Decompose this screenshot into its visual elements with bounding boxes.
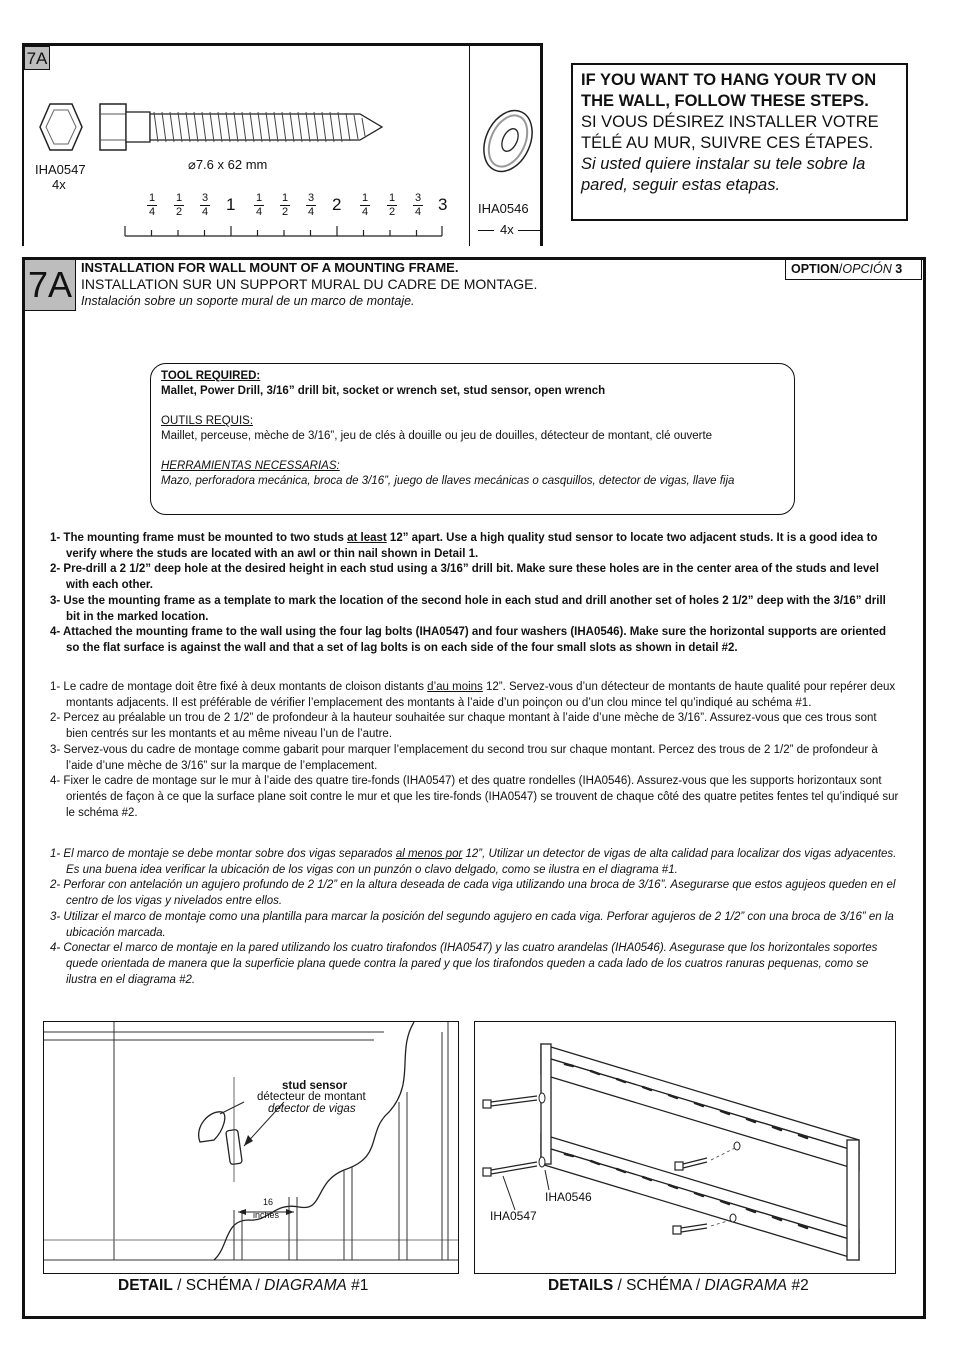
option-number: 3 [895,262,903,276]
step-3-en: 3- Use the mounting frame as a template to mark the location of the second hole in each stud and drill another set of holes 2 1/2” deep with the 3/16” drill bit in the marked location. [50,594,886,623]
option-badge: OPTION/OPCIÓN 3 [785,259,922,280]
detail-2-figure [474,1021,896,1274]
ruler-scale [122,222,448,240]
detail-2-washer-code: IHA0546 [545,1190,592,1204]
step-2-en: 2- Pre-drill a 2 1/2” deep hole at the desired height in each stud using a 3/16” drill bit. Make sure these holes are in the center area of the studs and level with each other. [50,563,879,592]
detail-2-caption: DETAILS / SCHÉMA / DIAGRAMA #2 [548,1277,809,1294]
instructions-english [50,531,900,657]
ruler-fraction: 1 4 [255,192,263,218]
step-1-es: 1- El marco de montaje se debe montar sobre dos vigas separados al menos por 12”, Utilizar un detector de vigas de alta calidad para localizar dos vigas adyacentes. Es una buena idea verificar la ubicación de los vigas con un punzón o clavo delgado, como se ilustra en el diagrama #1. [50,848,897,876]
ruler-fraction: 1 4 [361,192,369,218]
stud-spacing-unit: inches [253,1210,280,1220]
stud-sensor-label-es: detector de vigas [268,1103,356,1115]
option-label: OPTION [791,262,839,276]
ruler-integer: 3 [438,195,448,214]
hardware-divider [469,46,470,246]
ruler-labels [145,193,455,219]
title-english: INSTALLATION FOR WALL MOUNT OF A MOUNTING FRAME. [81,260,459,275]
callout-english: IF YOU WANT TO HANG YOUR TV ON THE WALL, FOLLOW THESE STEPS. [581,71,877,110]
wall-stud-illustration [44,1022,459,1274]
stud-sensor-label-en: stud sensor [282,1080,348,1092]
instructions-spanish [50,847,900,988]
ruler-fraction: 1 4 [148,192,156,218]
step-4-es: 4- Conectar el marco de montaje en la pared utilizando los cuatro tirafondos (IHA0547) y las cuatro arandelas (IHA0546). Asegurase que los horizontales soportes quede orientada de manera que la superficie plana quede contra la pared y que los tirafondos queden a cada lado de los cuatros ranuras pequenas, como se ilustra en el diagrama #2. [50,942,878,986]
title-french: INSTALLATION SUR UN SUPPORT MURAL DU CADRE DE MONTAGE. [81,276,538,292]
step-4-en: 4- Attached the mounting frame to the wall using the four lag bolts (IHA0547) and four washers (IHA0546). Make sure the horizontal supports are oriented so the flat surface is against the wall and that a set of lag bolts is on each side of the four small slots as shown in detail #2. [50,626,887,654]
washer-code: IHA0546 [478,201,529,216]
tools-heading-en: TOOL REQUIRED: [161,370,261,382]
step-3-es: 3- Utilizar el marco de montaje como una plantilla para marcar la posición del segundo agujero en cada viga. Perforar agujeros de 2 1/2” con una broca de 3/16” en la ubicación marcada. [50,910,894,939]
ruler-fraction: 1 2 [175,192,183,218]
washer-icon [480,105,536,175]
detail-2-bolt-code: IHA0547 [490,1209,537,1223]
callout-french: SI VOUS DÉSIREZ INSTALLER VOTRE TÉLÉ AU MUR, SUIVRE CES ÉTAPES. [581,113,879,152]
step-title [81,259,537,310]
step-4-fr: 4- Fixer le cadre de montage sur le mur à l’aide des quatre tire-fonds (IHA0547) et des quatre rondelles (IHA0546). Assurez-vous que les supports horizontaux sont orientés de façon à ce que la surface plane soit contre le mur et que les tire-fonds (IHA0547) se trouvent de chaque côté des quatre petites fentes tel qu’indiqué sur le schéma #2. [50,775,899,819]
tools-heading-es: HERRAMIENTAS NECESSARIAS: [161,460,340,472]
ruler-fraction: 3 4 [414,192,422,218]
step-3-fr: 3- Servez-vous du cadre de montage comme gabarit pour marquer l’emplacement du second trou sur chaque montant. Percez des trous de 2 1/2” de profondeur à l’aide d’une mèche de 3/16” sur la marque de l’emplacement. [50,743,878,772]
tools-list-es: Mazo, perforadora mecánica, broca de 3/16”, juego de llaves mecánicas o casquillos, detector de vigas, llave fija [161,475,735,487]
step-1-fr: 1- Le cadre de montage doit être fixé à deux montants de cloison distants d’au moins 12”. Servez-vous d’un détecteur de montants de haute qualité pour repérer deux montants adjacents. Il est préférable de vérifier l’emplacement des montants à l’aide d’un poinçon ou d’un clou mince tel qu’indiqué au schéma #1. [50,681,896,709]
washer-qty-rule [518,230,542,231]
option-label-es: OPCIÓN [842,262,892,276]
step-1-en: 1- The mounting frame must be mounted to two studs at least 12” apart. Use a high quality stud sensor to locate two adjacent studs. It is a good idea to verify where the studs are located with an awl or thin nail shown in Detail 1. [50,532,878,560]
tools-required-box [150,363,795,515]
detail-1-caption: DETAIL / SCHÉMA / DIAGRAMA #1 [118,1277,369,1294]
tools-list-fr: Maillet, perceuse, mèche de 3/16”, jeu de clés à douille ou jeu de douilles, détecteur de montant, clé ouverte [161,430,713,442]
ruler-fraction: 3 4 [201,192,209,218]
washer-qty-rule [478,230,494,231]
ruler-fraction: 1 2 [281,192,289,218]
step-2-fr: 2- Percez au préalable un trou de 2 1/2” de profondeur à la hauteur souhaitée sur chaque montant à l’aide d’une mèche de 3/16”. Assurez-vous que ces trous sont bien centrés sur les montants et au même niveau l’un de l’autre. [50,712,877,741]
bolt-size: ⌀7.6 x 62 mm [188,157,268,172]
hardware-step-badge: 7A [24,46,50,70]
ruler-fraction: 1 2 [388,192,396,218]
callout-spanish: Si usted quiere instalar su tele sobre la pared, seguir estas etapas. [581,155,866,194]
stud-sensor-label-fr: détecteur de montant [257,1091,366,1103]
stud-spacing-value: 16 [263,1197,274,1207]
detail-1-figure [43,1021,459,1274]
bolt-quantity: 4x [52,177,66,192]
lag-bolt-icon [30,92,390,162]
title-spanish: Instalación sobre un soporte mural de un marco de montaje. [81,294,415,308]
mounting-frame-illustration [475,1022,896,1274]
ruler-fraction: 3 4 [307,192,315,218]
tools-heading-fr: OUTILS REQUIS: [161,415,254,427]
bolt-code: IHA0547 [35,162,86,177]
step-2-es: 2- Perforar con antelación un agujero profundo de 2 1/2” en la altura deseada de cada viga utilizando una broca de 3/16”. Asegurarse que estos agujeos queden en el centro de los vigas y nivelados entre ellos. [50,879,896,908]
tools-list-en: Mallet, Power Drill, 3/16” drill bit, socket or wrench set, stud sensor, open wrench [161,385,606,397]
step-badge: 7A [25,260,76,311]
instructions-french [50,680,900,821]
washer-quantity: 4x [500,222,514,237]
ruler-integer: 2 [332,195,342,214]
wall-hang-callout [571,63,908,221]
ruler-integer: 1 [226,195,236,214]
